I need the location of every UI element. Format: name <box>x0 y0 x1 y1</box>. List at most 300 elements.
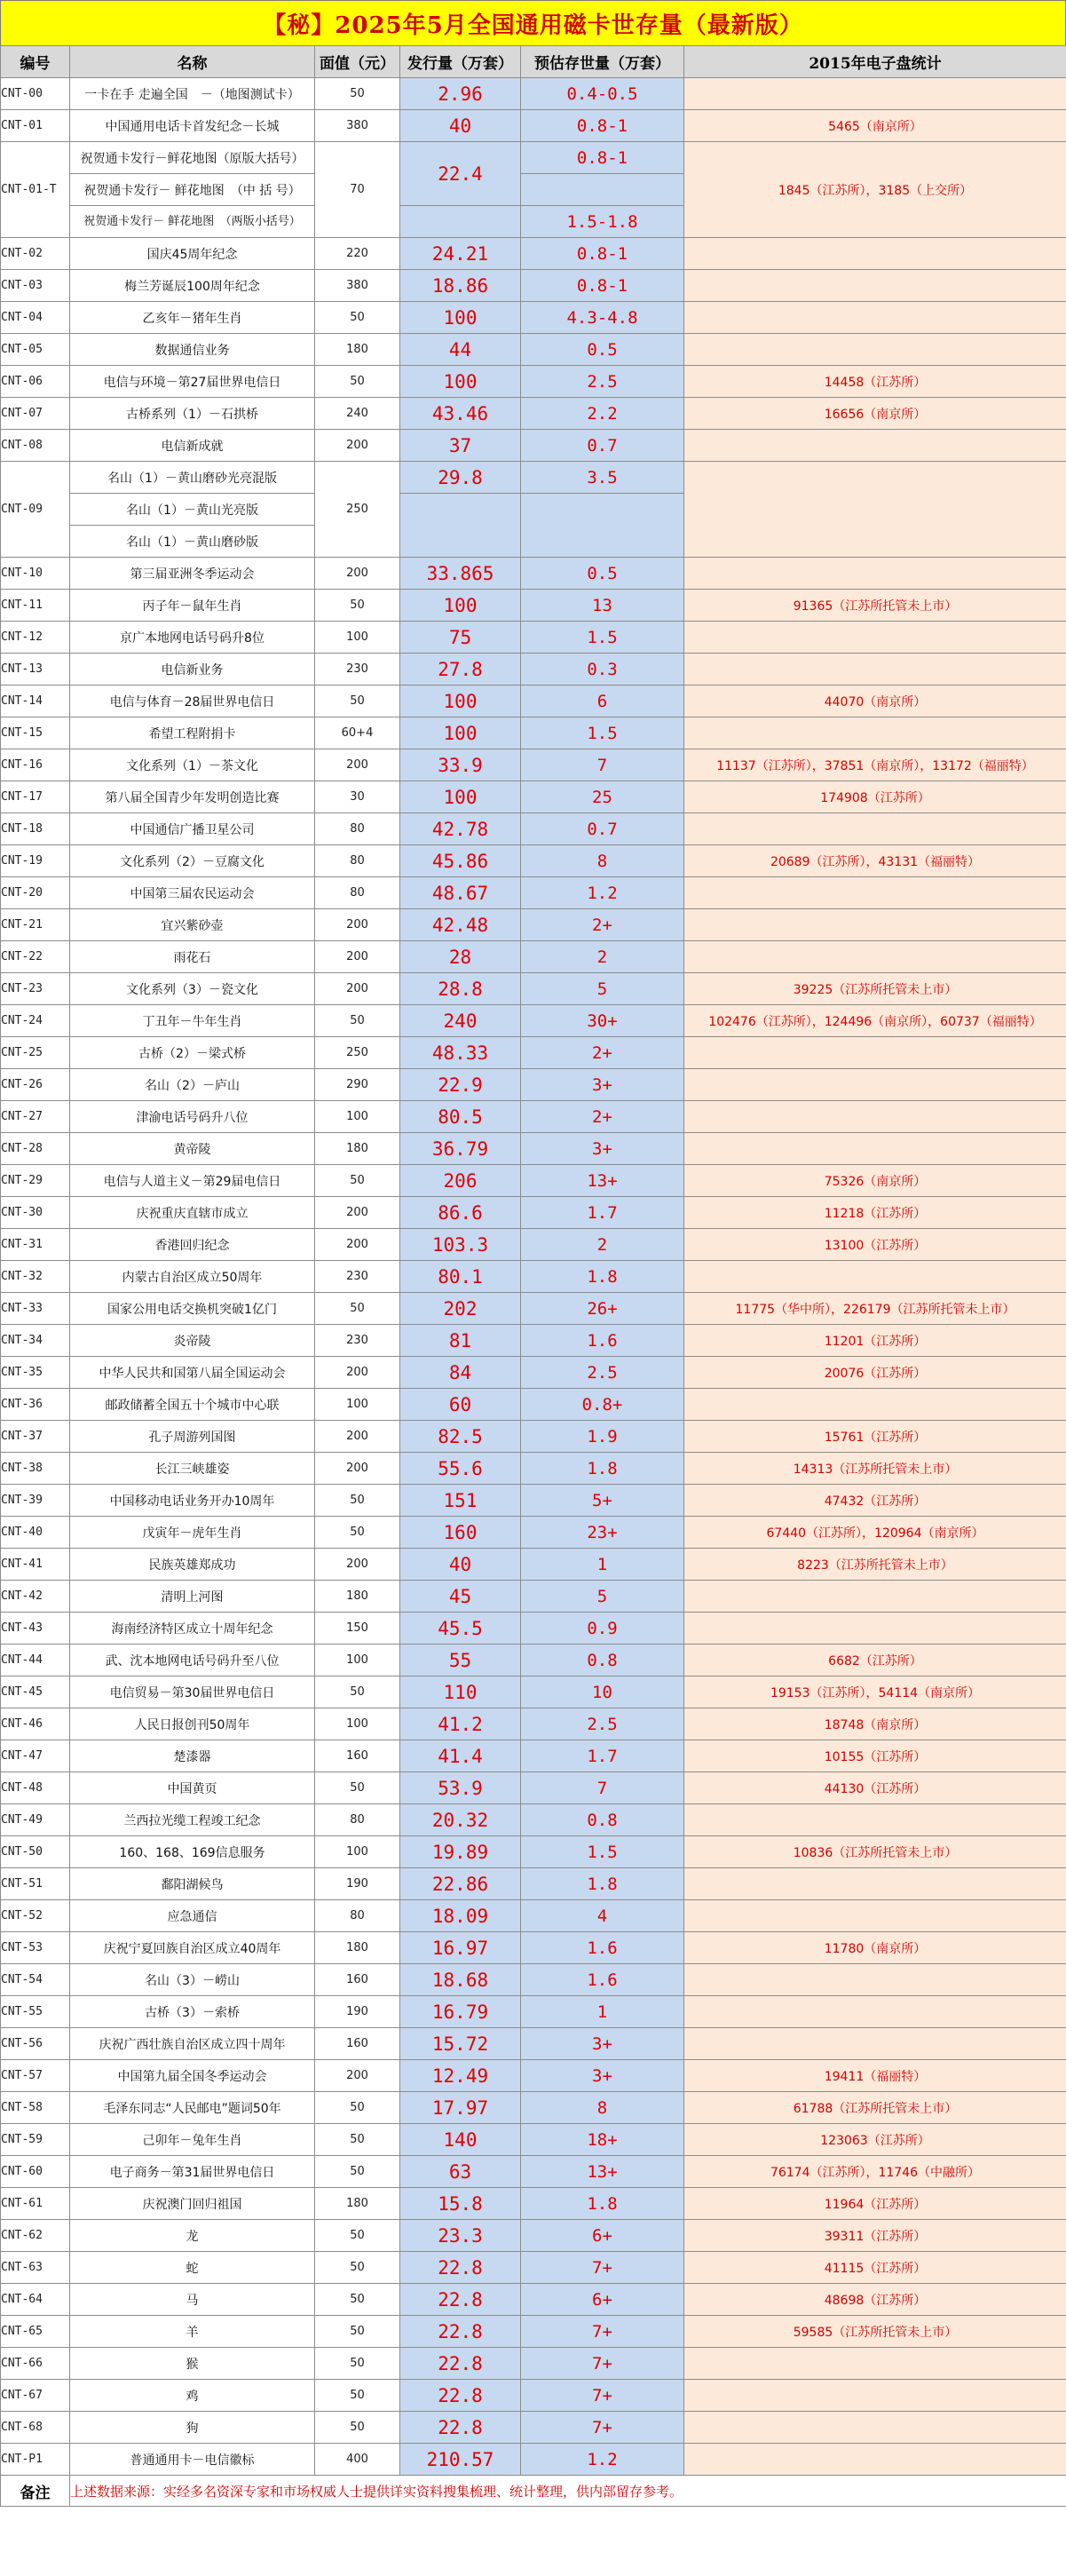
cell-face-value: 50 <box>315 2156 400 2188</box>
cell-estimated-stock: 0.8-1 <box>521 238 684 270</box>
cell-issue-volume: 22.4 <box>400 142 521 206</box>
cell-exchange-stats <box>684 909 1066 941</box>
header-name: 名称 <box>70 46 315 78</box>
cell-name: 古桥系列（1）－石拱桥 <box>70 398 315 430</box>
cell-face-value: 50 <box>315 686 400 717</box>
cell-issue-volume: 22.86 <box>400 1868 521 1900</box>
table-row <box>1 909 1066 941</box>
table-row <box>1 1804 1066 1836</box>
cell-issue-volume: 86.6 <box>400 1197 521 1229</box>
cell-name: 海南经济特区成立十周年纪念 <box>70 1613 315 1645</box>
cell-face-value: 80 <box>315 877 400 909</box>
cell-name: 清明上河图 <box>70 1581 315 1613</box>
cell-estimated-stock: 30+ <box>521 1005 684 1037</box>
table-row <box>1 1197 1066 1229</box>
cell-issue-volume: 12.49 <box>400 2060 521 2092</box>
cell-code: CNT-22 <box>1 941 70 973</box>
cell-issue-volume: 160 <box>400 1517 521 1549</box>
cell-name: 古桥（2）－梁式桥 <box>70 1037 315 1069</box>
cell-estimated-stock: 2+ <box>521 1037 684 1069</box>
cell-name: 第三届亚洲冬季运动会 <box>70 558 315 590</box>
cell-name: 民族英雄郑成功 <box>70 1549 315 1581</box>
cell-name: 马 <box>70 2284 315 2316</box>
cell-face-value: 100 <box>315 1645 400 1676</box>
cell-issue-volume: 81 <box>400 1325 521 1357</box>
cell-issue-volume: 82.5 <box>400 1421 521 1453</box>
cell-code: CNT-03 <box>1 270 70 302</box>
table-row <box>1 78 1066 110</box>
cell-estimated-stock: 13+ <box>521 2156 684 2188</box>
table-row <box>1 1133 1066 1165</box>
cell-face-value: 80 <box>315 845 400 877</box>
cell-code: CNT-34 <box>1 1325 70 1357</box>
cell-name: 文化系列（1）－茶文化 <box>70 749 315 781</box>
cell-exchange-stats: 14458（江苏所） <box>684 366 1066 398</box>
cell-face-value: 380 <box>315 110 400 142</box>
cell-name: 数据通信业务 <box>70 334 315 366</box>
table-row <box>1 1453 1066 1485</box>
cell-name: 国家公用电话交换机突破1亿门 <box>70 1293 315 1325</box>
cell-exchange-stats: 11964（江苏所） <box>684 2188 1066 2220</box>
cell-code: CNT-52 <box>1 1900 70 1932</box>
cell-code: CNT-02 <box>1 238 70 270</box>
cell-face-value: 200 <box>315 1229 400 1261</box>
cell-exchange-stats: 39225（江苏所托管未上市） <box>684 973 1066 1005</box>
cell-estimated-stock: 10 <box>521 1676 684 1708</box>
table-row <box>1 2412 1066 2444</box>
cell-name: 希望工程附捐卡 <box>70 717 315 749</box>
header-code: 编号 <box>1 46 70 78</box>
cell-face-value: 180 <box>315 1932 400 1964</box>
cell-issue-volume: 20.32 <box>400 1804 521 1836</box>
cell-code: CNT-23 <box>1 973 70 1005</box>
cell-issue-volume: 36.79 <box>400 1133 521 1165</box>
cell-estimated-stock: 2.5 <box>521 366 684 398</box>
cell-estimated-stock: 0.4-0.5 <box>521 78 684 110</box>
cell-exchange-stats <box>684 2412 1066 2444</box>
cell-face-value: 50 <box>315 2092 400 2124</box>
cell-code: CNT-42 <box>1 1581 70 1613</box>
table-row <box>1 781 1066 813</box>
cell-code: CNT-48 <box>1 1772 70 1804</box>
cell-exchange-stats: 14313（江苏所托管未上市） <box>684 1453 1066 1485</box>
cell-face-value: 50 <box>315 1005 400 1037</box>
cell-name: 国庆45周年纪念 <box>70 238 315 270</box>
table-row <box>1 590 1066 622</box>
cell-estimated-stock: 4 <box>521 1900 684 1932</box>
cell-issue-volume: 18.86 <box>400 270 521 302</box>
cell-code: CNT-01 <box>1 110 70 142</box>
cell-estimated-stock: 1.8 <box>521 1868 684 1900</box>
cell-name: 戊寅年－虎年生肖 <box>70 1517 315 1549</box>
cell-estimated-stock: 1.5-1.8 <box>521 206 684 238</box>
cell-face-value: 250 <box>315 1037 400 1069</box>
table-row <box>1 1421 1066 1453</box>
cell-issue-volume: 22.9 <box>400 1069 521 1101</box>
cell-name: 长江三峡雄姿 <box>70 1453 315 1485</box>
table-row <box>1 2188 1066 2220</box>
cell-code: CNT-11 <box>1 590 70 622</box>
cell-code: CNT-24 <box>1 1005 70 1037</box>
table-row <box>1 334 1066 366</box>
cell-name: 电信与人道主义－第29届电信日 <box>70 1165 315 1197</box>
cell-code: CNT-29 <box>1 1165 70 1197</box>
cell-issue-volume: 40 <box>400 1549 521 1581</box>
cell-issue-volume: 22.8 <box>400 2412 521 2444</box>
cell-name: 第八届全国青少年发明创造比赛 <box>70 781 315 813</box>
cell-face-value: 200 <box>315 1357 400 1389</box>
cell-code: CNT-66 <box>1 2348 70 2380</box>
cell-code: CNT-19 <box>1 845 70 877</box>
cell-exchange-stats: 16656（南京所） <box>684 398 1066 430</box>
cell-estimated-stock: 3+ <box>521 1133 684 1165</box>
cell-estimated-stock: 3+ <box>521 1069 684 1101</box>
cell-estimated-stock: 8 <box>521 845 684 877</box>
cell-exchange-stats: 20076（江苏所） <box>684 1357 1066 1389</box>
cell-code: CNT-28 <box>1 1133 70 1165</box>
cell-estimated-stock: 13+ <box>521 1165 684 1197</box>
table-row <box>1 1772 1066 1804</box>
cell-face-value: 50 <box>315 1517 400 1549</box>
cell-face-value: 200 <box>315 558 400 590</box>
table-row <box>1 686 1066 717</box>
sheet-title: 【秘】2025年5月全国通用磁卡世存量（最新版） <box>0 0 1066 46</box>
cell-code: CNT-05 <box>1 334 70 366</box>
table-row <box>1 1932 1066 1964</box>
cell-name: 祝贺通卡发行－ 鲜花地图 （中 括 号） <box>70 174 315 206</box>
cell-estimated-stock: 3+ <box>521 2060 684 2092</box>
table-row <box>1 813 1066 845</box>
cell-code: CNT-67 <box>1 2380 70 2412</box>
cell-face-value: 100 <box>315 1389 400 1421</box>
cell-code: CNT-47 <box>1 1740 70 1772</box>
cell-name: 黄帝陵 <box>70 1133 315 1165</box>
cell-exchange-stats <box>684 558 1066 590</box>
table-row <box>1 1165 1066 1197</box>
cell-name: 香港回归纪念 <box>70 1229 315 1261</box>
cell-face-value: 50 <box>315 2412 400 2444</box>
cell-exchange-stats: 59585（江苏所托管未上市） <box>684 2316 1066 2348</box>
cell-face-value: 230 <box>315 1261 400 1293</box>
cell-face-value: 230 <box>315 654 400 686</box>
cell-issue-volume: 44 <box>400 334 521 366</box>
cell-name: 应急通信 <box>70 1900 315 1932</box>
cell-name: 中国移动电话业务开办10周年 <box>70 1485 315 1517</box>
cell-name: 雨花石 <box>70 941 315 973</box>
cell-code: CNT-14 <box>1 686 70 717</box>
cell-name: 丁丑年－牛年生肖 <box>70 1005 315 1037</box>
table-row <box>1 1485 1066 1517</box>
cell-issue-volume: 100 <box>400 590 521 622</box>
cell-face-value: 50 <box>315 1772 400 1804</box>
cell-issue-volume: 140 <box>400 2124 521 2156</box>
cell-code: CNT-43 <box>1 1613 70 1645</box>
cell-code: CNT-07 <box>1 398 70 430</box>
cell-estimated-stock <box>521 174 684 206</box>
cell-name: 一卡在手 走遍全国 －（地图测试卡） <box>70 78 315 110</box>
cell-name: 电信与体育－28届世界电信日 <box>70 686 315 717</box>
cell-name: 猴 <box>70 2348 315 2380</box>
cell-issue-volume: 110 <box>400 1676 521 1708</box>
cell-estimated-stock: 2 <box>521 1229 684 1261</box>
cell-name: 己卯年－兔年生肖 <box>70 2124 315 2156</box>
header-exchange-stats: 2015年电子盘统计 <box>684 46 1066 78</box>
cell-issue-volume: 16.79 <box>400 1996 521 2028</box>
cell-code: CNT-37 <box>1 1421 70 1453</box>
cell-name: 中国第三届农民运动会 <box>70 877 315 909</box>
cell-issue-volume: 75 <box>400 622 521 654</box>
table-row <box>1 1708 1066 1740</box>
cell-face-value: 100 <box>315 1708 400 1740</box>
cell-face-value: 50 <box>315 1485 400 1517</box>
table-row <box>1 2124 1066 2156</box>
cell-exchange-stats <box>684 1868 1066 1900</box>
cell-code: CNT-50 <box>1 1836 70 1868</box>
cell-issue-volume: 42.78 <box>400 813 521 845</box>
table-row <box>1 462 1066 494</box>
cell-estimated-stock: 0.8-1 <box>521 110 684 142</box>
cell-exchange-stats <box>684 1069 1066 1101</box>
cell-face-value: 190 <box>315 1996 400 2028</box>
cell-estimated-stock: 2.5 <box>521 1708 684 1740</box>
cell-name: 京广本地网电话号码升8位 <box>70 622 315 654</box>
cell-code: CNT-21 <box>1 909 70 941</box>
table-row <box>1 1069 1066 1101</box>
cell-code: CNT-44 <box>1 1645 70 1676</box>
cell-name: 兰西拉光缆工程竣工纪念 <box>70 1804 315 1836</box>
cell-issue-volume: 29.8 <box>400 462 521 494</box>
cell-face-value: 200 <box>315 2060 400 2092</box>
cell-name: 中国第九届全国冬季运动会 <box>70 2060 315 2092</box>
cell-code: CNT-13 <box>1 654 70 686</box>
cell-name: 电子商务－第31届世界电信日 <box>70 2156 315 2188</box>
cell-face-value: 180 <box>315 2188 400 2220</box>
cell-name: 名山（3）－崂山 <box>70 1964 315 1996</box>
cell-issue-volume: 80.1 <box>400 1261 521 1293</box>
cell-code: CNT-54 <box>1 1964 70 1996</box>
cell-face-value: 180 <box>315 1581 400 1613</box>
cell-face-value: 50 <box>315 2284 400 2316</box>
cell-code: CNT-39 <box>1 1485 70 1517</box>
cell-estimated-stock: 2 <box>521 941 684 973</box>
cell-issue-volume <box>400 494 521 558</box>
cell-code: CNT-58 <box>1 2092 70 2124</box>
cell-estimated-stock: 7 <box>521 1772 684 1804</box>
cell-issue-volume: 100 <box>400 781 521 813</box>
cell-face-value: 180 <box>315 1133 400 1165</box>
table-body <box>1 78 1066 2476</box>
cell-issue-volume: 55 <box>400 1645 521 1676</box>
cell-issue-volume: 100 <box>400 717 521 749</box>
cell-estimated-stock: 1.5 <box>521 622 684 654</box>
cell-code: CNT-00 <box>1 78 70 110</box>
header-estimated-stock: 预估存世量（万套） <box>521 46 684 78</box>
cell-issue-volume: 202 <box>400 1293 521 1325</box>
cell-estimated-stock: 25 <box>521 781 684 813</box>
table-row <box>1 1229 1066 1261</box>
cell-exchange-stats: 47432（江苏所） <box>684 1485 1066 1517</box>
cell-face-value: 50 <box>315 1676 400 1708</box>
cell-issue-volume: 23.3 <box>400 2220 521 2252</box>
cell-face-value: 230 <box>315 1325 400 1357</box>
table-row <box>1 877 1066 909</box>
table-row <box>1 302 1066 334</box>
cell-face-value: 100 <box>315 622 400 654</box>
cell-code: CNT-04 <box>1 302 70 334</box>
cell-issue-volume: 24.21 <box>400 238 521 270</box>
table-row <box>1 749 1066 781</box>
table-row <box>1 1037 1066 1069</box>
cell-name: 梅兰芳诞辰100周年纪念 <box>70 270 315 302</box>
table-row <box>1 1261 1066 1293</box>
cell-issue-volume: 100 <box>400 686 521 717</box>
cell-estimated-stock: 7+ <box>521 2380 684 2412</box>
cell-estimated-stock: 1.6 <box>521 1325 684 1357</box>
cell-estimated-stock: 0.3 <box>521 654 684 686</box>
table-row <box>1 2444 1066 2476</box>
cell-name: 庆祝广西壮族自治区成立四十周年 <box>70 2028 315 2060</box>
cell-face-value: 380 <box>315 270 400 302</box>
cell-estimated-stock: 1.6 <box>521 1964 684 1996</box>
cell-name: 中华人民共和国第八届全国运动会 <box>70 1357 315 1389</box>
table-row <box>1 398 1066 430</box>
table-row <box>1 110 1066 142</box>
cell-face-value: 200 <box>315 749 400 781</box>
cell-issue-volume: 22.8 <box>400 2316 521 2348</box>
cell-code: CNT-45 <box>1 1676 70 1708</box>
cell-face-value: 50 <box>315 2348 400 2380</box>
cell-estimated-stock: 1.2 <box>521 877 684 909</box>
cell-code: CNT-36 <box>1 1389 70 1421</box>
table-row <box>1 2316 1066 2348</box>
cell-issue-volume: 103.3 <box>400 1229 521 1261</box>
cell-code: CNT-01-T <box>1 142 70 238</box>
cell-estimated-stock: 7+ <box>521 2412 684 2444</box>
cell-face-value: 50 <box>315 590 400 622</box>
cell-face-value: 200 <box>315 430 400 462</box>
cell-exchange-stats: 91365（江苏所托管未上市） <box>684 590 1066 622</box>
cell-code: CNT-41 <box>1 1549 70 1581</box>
cell-estimated-stock: 1.5 <box>521 717 684 749</box>
cell-estimated-stock: 1.7 <box>521 1740 684 1772</box>
cell-exchange-stats: 13100（江苏所） <box>684 1229 1066 1261</box>
table-row <box>1 2156 1066 2188</box>
cell-estimated-stock: 7+ <box>521 2316 684 2348</box>
cell-issue-volume: 28.8 <box>400 973 521 1005</box>
cell-issue-volume: 16.97 <box>400 1932 521 1964</box>
cell-face-value: 160 <box>315 1740 400 1772</box>
cell-face-value: 290 <box>315 1069 400 1101</box>
cell-exchange-stats <box>684 462 1066 558</box>
cell-name: 160、168、169信息服务 <box>70 1836 315 1868</box>
cell-face-value: 220 <box>315 238 400 270</box>
cell-code: CNT-57 <box>1 2060 70 2092</box>
cell-exchange-stats: 11137（江苏所），37851（南京所），13172（福丽特） <box>684 749 1066 781</box>
cell-code: CNT-61 <box>1 2188 70 2220</box>
cell-estimated-stock: 1.2 <box>521 2444 684 2476</box>
cell-name: 名山（1）－黄山磨砂版 <box>70 526 315 558</box>
cell-code: CNT-27 <box>1 1101 70 1133</box>
footer-row <box>1 2476 1066 2507</box>
cell-code: CNT-32 <box>1 1261 70 1293</box>
cell-estimated-stock: 0.7 <box>521 430 684 462</box>
cell-estimated-stock: 3+ <box>521 2028 684 2060</box>
cell-estimated-stock: 0.8-1 <box>521 270 684 302</box>
cell-exchange-stats <box>684 813 1066 845</box>
cell-estimated-stock: 5 <box>521 973 684 1005</box>
cell-code: CNT-59 <box>1 2124 70 2156</box>
cell-name: 宜兴紫砂壶 <box>70 909 315 941</box>
cell-exchange-stats <box>684 1389 1066 1421</box>
cell-issue-volume: 80.5 <box>400 1101 521 1133</box>
cell-face-value: 240 <box>315 398 400 430</box>
cell-code: CNT-68 <box>1 2412 70 2444</box>
cell-face-value: 50 <box>315 2316 400 2348</box>
cell-exchange-stats <box>684 1613 1066 1645</box>
cell-exchange-stats: 41115（江苏所） <box>684 2252 1066 2284</box>
cell-estimated-stock <box>521 494 684 558</box>
cell-exchange-stats: 11218（江苏所） <box>684 1197 1066 1229</box>
cell-issue-volume: 18.68 <box>400 1964 521 1996</box>
table-row <box>1 2092 1066 2124</box>
cell-issue-volume: 43.46 <box>400 398 521 430</box>
table-row <box>1 1676 1066 1708</box>
cell-exchange-stats: 174908（江苏所） <box>684 781 1066 813</box>
cell-estimated-stock: 6 <box>521 686 684 717</box>
table-row <box>1 973 1066 1005</box>
cell-exchange-stats: 102476（江苏所），124496（南京所），60737（福丽特） <box>684 1005 1066 1037</box>
cell-face-value: 200 <box>315 1453 400 1485</box>
cell-exchange-stats <box>684 1101 1066 1133</box>
table-row <box>1 2284 1066 2316</box>
cell-code: CNT-18 <box>1 813 70 845</box>
cell-name: 孔子周游列国图 <box>70 1421 315 1453</box>
cell-estimated-stock: 1 <box>521 1996 684 2028</box>
cell-exchange-stats: 15761（江苏所） <box>684 1421 1066 1453</box>
cell-exchange-stats <box>684 877 1066 909</box>
cell-name: 中国通用电话卡首发纪念－长城 <box>70 110 315 142</box>
cell-face-value: 50 <box>315 1293 400 1325</box>
cell-issue-volume: 42.48 <box>400 909 521 941</box>
cell-face-value: 80 <box>315 813 400 845</box>
cell-exchange-stats <box>684 430 1066 462</box>
cell-face-value: 160 <box>315 2028 400 2060</box>
cell-issue-volume: 60 <box>400 1389 521 1421</box>
cell-face-value: 80 <box>315 1900 400 1932</box>
cell-estimated-stock: 1.8 <box>521 1453 684 1485</box>
table-row <box>1 1868 1066 1900</box>
cell-issue-volume: 100 <box>400 302 521 334</box>
cell-exchange-stats <box>684 941 1066 973</box>
cell-name: 武、沈本地网电话号码升至八位 <box>70 1645 315 1676</box>
footer-note: 上述数据来源：实经多名资深专家和市场权威人士提供详实资料搜集梳理、统计整理，供内部留存参考。 <box>70 2476 1066 2507</box>
cell-name: 狗 <box>70 2412 315 2444</box>
cell-issue-volume: 33.9 <box>400 749 521 781</box>
cell-exchange-stats: 123063（江苏所） <box>684 2124 1066 2156</box>
table-row <box>1 1613 1066 1645</box>
table-row <box>1 2220 1066 2252</box>
cell-estimated-stock: 13 <box>521 590 684 622</box>
cell-name: 龙 <box>70 2220 315 2252</box>
header-issue-volume: 发行量（万套） <box>400 46 521 78</box>
cell-exchange-stats: 61788（江苏所托管未上市） <box>684 2092 1066 2124</box>
cell-face-value: 160 <box>315 1964 400 1996</box>
cell-code: CNT-65 <box>1 2316 70 2348</box>
cell-issue-volume: 27.8 <box>400 654 521 686</box>
table-row <box>1 1740 1066 1772</box>
cell-estimated-stock: 18+ <box>521 2124 684 2156</box>
cell-estimated-stock: 1.5 <box>521 1836 684 1868</box>
